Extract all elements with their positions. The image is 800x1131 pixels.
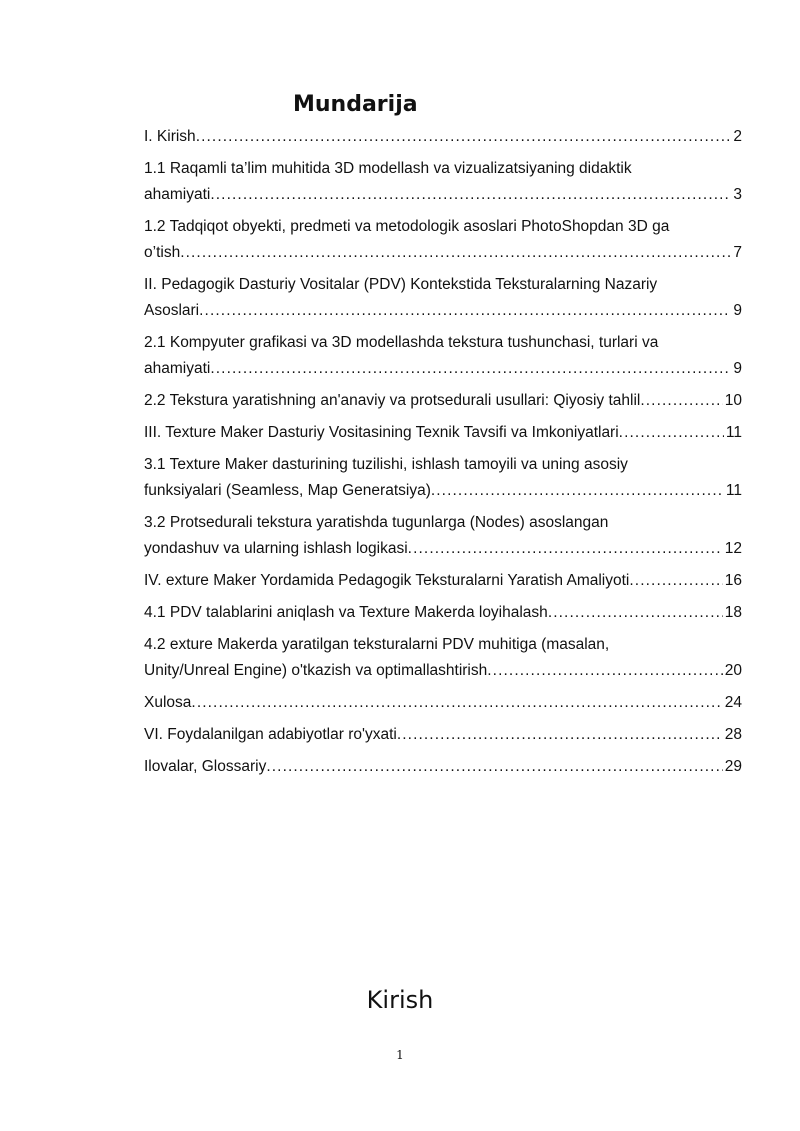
toc-page-number: 3: [733, 186, 742, 203]
table-of-contents: [144, 124, 742, 786]
toc-page-number: 11: [725, 424, 742, 441]
toc-page-number: 12: [724, 540, 742, 557]
toc-page-number: 11: [725, 482, 742, 499]
toc-entry-text: 4.1 PDV talablarini aniqlash va Texture Makerda loyihalash: [144, 604, 548, 621]
toc-entry-text: 1.2 Tadqiqot obyekti, predmeti va metodologik asoslari PhotoShopdan 3D ga: [144, 218, 670, 235]
dot-leader: [548, 600, 723, 626]
toc-entry-text: IV. exture Maker Yordamida Pedagogik Teksturalarni Yaratish Amaliyoti: [144, 572, 630, 589]
toc-entry[interactable]: [144, 156, 742, 208]
toc-page-number: 9: [733, 302, 742, 319]
toc-entry[interactable]: [144, 632, 742, 684]
toc-entry[interactable]: [144, 388, 742, 414]
dot-leader: [619, 420, 724, 446]
toc-entry-text: VI. Foydalanilgan adabiyotlar ro'yxati: [144, 726, 397, 743]
dot-leader: [180, 240, 731, 266]
toc-entry[interactable]: [144, 600, 742, 626]
toc-entry-text: II. Pedagogik Dasturiy Vositalar (PDV) Kontekstida Teksturalarning Nazariy: [144, 276, 658, 293]
toc-entry[interactable]: [144, 124, 742, 150]
toc-entry[interactable]: [144, 754, 742, 780]
toc-page-number: 9: [733, 360, 742, 377]
toc-entry-text: Ilovalar, Glossariy: [144, 758, 267, 775]
toc-page-number: 20: [724, 662, 742, 679]
toc-page-number: 24: [724, 694, 742, 711]
toc-entry-text: I. Kirish: [144, 128, 196, 145]
toc-page-number: 16: [724, 572, 742, 589]
toc-entry[interactable]: [144, 568, 742, 594]
toc-page-number: 18: [724, 604, 742, 621]
toc-entry[interactable]: [144, 420, 742, 446]
toc-entry[interactable]: [144, 330, 742, 382]
toc-entry-text: yondashuv va ularning ishlash logikasi: [144, 540, 408, 557]
toc-entry[interactable]: [144, 452, 742, 504]
toc-page-number: 29: [724, 758, 742, 775]
dot-leader: [199, 298, 731, 324]
dot-leader: [640, 388, 722, 414]
toc-entry-text: Xulosa: [144, 694, 192, 711]
toc-entry-text: ahamiyati: [144, 360, 211, 377]
toc-entry-text: 2.2 Tekstura yaratishning an'anaviy va protsedurali usullari: Qiyosiy tahlil: [144, 392, 641, 409]
dot-leader: [266, 754, 722, 780]
toc-entry-text: 1.1 Raqamli ta’lim muhitida 3D modellash va vizualizatsiyaning didaktik: [144, 160, 632, 177]
toc-page-number: 2: [733, 128, 742, 145]
toc-entry[interactable]: [144, 690, 742, 716]
toc-entry-text: 3.2 Protsedurali tekstura yaratishda tugunlarga (Nodes) asoslangan: [144, 514, 609, 531]
toc-entry[interactable]: [144, 272, 742, 324]
toc-entry-text: funksiyalari (Seamless, Map Generatsiya): [144, 482, 431, 499]
toc-entry-text: 2.1 Kompyuter grafikasi va 3D modellashda tekstura tushunchasi, turlari va: [144, 334, 659, 351]
dot-leader: [196, 124, 732, 150]
page-number: 1: [396, 1048, 404, 1062]
section-heading-kirish: Kirish: [366, 986, 434, 1014]
dot-leader: [487, 658, 723, 684]
toc-title: Mundarija: [293, 92, 418, 117]
toc-page-number: 10: [724, 392, 742, 409]
dot-leader: [408, 536, 723, 562]
toc-entry[interactable]: [144, 510, 742, 562]
toc-page-number: 7: [733, 244, 742, 261]
dot-leader: [397, 722, 723, 748]
toc-entry-text: ahamiyati: [144, 186, 211, 203]
toc-entry-text: Unity/Unreal Engine) o'tkazish va optimallashtirish: [144, 662, 488, 679]
dot-leader: [629, 568, 722, 594]
toc-entry[interactable]: [144, 214, 742, 266]
toc-entry-text: Asoslari: [144, 302, 200, 319]
toc-entry-text: 4.2 exture Makerda yaratilgan teksturalarni PDV muhitiga (masalan,: [144, 636, 610, 653]
toc-entry-text: III. Texture Maker Dasturiy Vositasining Texnik Tavsifi va Imkoniyatlari: [144, 424, 619, 441]
dot-leader: [431, 478, 724, 504]
dot-leader: [210, 356, 731, 382]
toc-entry-text: 3.1 Texture Maker dasturining tuzilishi, ishlash tamoyili va uning asosiy: [144, 456, 628, 473]
dot-leader: [191, 690, 722, 716]
dot-leader: [210, 182, 731, 208]
toc-entry[interactable]: [144, 722, 742, 748]
toc-page-number: 28: [724, 726, 742, 743]
toc-entry-text: o’tish: [144, 244, 181, 261]
